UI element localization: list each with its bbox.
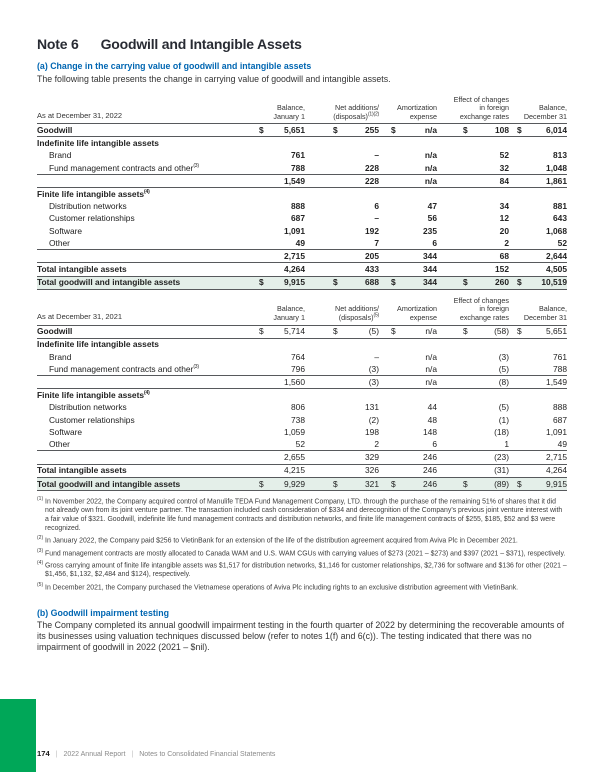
row-label: Customer relationships (49, 213, 135, 224)
footnote-text: In January 2022, the Company paid $256 to VietinBank for an extension of the life of the distribution agreement acquired from Aviva Plc in December 2021. (43, 537, 518, 545)
table-row (37, 225, 567, 237)
column-header-line: in foreign (479, 103, 509, 113)
table-cell (221, 277, 305, 287)
table-cell: 6 (432, 438, 437, 449)
note-heading (37, 36, 567, 52)
column-header-line: Effect of changes (453, 94, 509, 104)
section-label: Finite life intangible assets$^{(4)}$ (37, 189, 150, 200)
table-cell: 48 (427, 414, 437, 425)
table-cell: 228 (365, 175, 379, 186)
row-label: Software (49, 225, 83, 236)
currency-value (463, 326, 509, 336)
currency-value (463, 479, 509, 489)
table-row (37, 124, 567, 137)
section-b (37, 608, 567, 654)
table-cell (379, 125, 437, 135)
table-cell: 1,059 (284, 426, 305, 437)
table-header-row (37, 297, 567, 326)
table-cell: (8) (498, 377, 509, 388)
row-label: Other (49, 237, 70, 248)
amount: 344 (423, 277, 437, 288)
currency-value (517, 326, 567, 336)
footnote-ref: (5) (373, 312, 379, 319)
footnote-item (37, 495, 567, 533)
table-cell: 1,549 (546, 377, 567, 388)
dollar-sign: $ (517, 326, 522, 337)
table-cell: 761 (291, 150, 305, 161)
table-cell: 329 (365, 452, 379, 463)
table-cell: (5) (498, 402, 509, 413)
footnote-marker: (3) (37, 547, 44, 554)
table-cell: 152 (495, 264, 509, 275)
section-a-heading: (a) Change in the carrying value of goodwill and intangible assets (37, 61, 312, 71)
table-cell (305, 479, 379, 489)
currency-value (517, 277, 567, 287)
table-cell: 788 (553, 363, 567, 374)
table-row (37, 464, 567, 477)
table-cell: 1 (504, 438, 509, 449)
table-cell: 2 (504, 237, 509, 248)
table-cell (509, 326, 567, 336)
table-cell: 47 (427, 201, 437, 212)
table-cell: 687 (291, 213, 305, 224)
table-cell: 738 (291, 414, 305, 425)
currency-value (463, 277, 509, 287)
table-row (37, 351, 567, 363)
column-header-line: exchange rates (459, 312, 509, 322)
table-row (37, 213, 567, 225)
currency-value (463, 125, 509, 135)
currency-value (333, 326, 379, 336)
table-cell: – (374, 351, 379, 362)
table-cell: 205 (365, 250, 379, 261)
amount: 9,915 (546, 478, 567, 489)
table-cell: 2,715 (546, 452, 567, 463)
table-row (37, 249, 567, 262)
row-label: Total goodwill and intangible assets (37, 478, 181, 489)
column-header-line: Net additions/ (335, 103, 379, 113)
table-row (37, 477, 567, 491)
amount: 260 (495, 277, 509, 288)
table-cell: 643 (553, 213, 567, 224)
table-cell (437, 479, 509, 489)
table-cell: 44 (427, 402, 437, 413)
column-header-line: Balance, (539, 304, 567, 314)
footnote-ref: (4) (144, 189, 150, 196)
column-header (509, 104, 567, 121)
table-cell (437, 277, 509, 287)
amount: n/a (425, 326, 437, 337)
row-label: Other (49, 438, 70, 449)
table-cell: (3) (368, 377, 379, 388)
table-row (37, 402, 567, 414)
footnote-marker: (5) (37, 581, 44, 588)
goodwill-table-2021 (37, 297, 567, 491)
table-row (37, 200, 567, 212)
column-header-line: in foreign (479, 304, 509, 314)
footnote-item (37, 581, 567, 593)
table-row (37, 150, 567, 162)
section-label: Finite life intangible assets$^{(4)}$ (37, 390, 150, 401)
column-header-line: (disposals)$^{(1)(2)}$ (333, 111, 379, 121)
column-header-line: December 31 (523, 111, 567, 121)
footnote-item (37, 559, 567, 580)
amount: 321 (365, 478, 379, 489)
dollar-sign: $ (463, 125, 468, 136)
footnote-text: Gross carrying amount of finite life intangible assets was $1,517 for distribution networks, $1,146 for customer relationships, $2,736 for software and $136 for other (2021 – $1,456, $1,132, $2,484 and $124), respectively. (43, 562, 567, 579)
column-header (305, 305, 379, 322)
currency-value (391, 277, 437, 287)
table-cell: 796 (291, 363, 305, 374)
table-cell: 687 (553, 414, 567, 425)
footnote-item (37, 534, 567, 546)
table-cell: 68 (499, 250, 509, 261)
amount: 9,929 (284, 478, 305, 489)
dollar-sign: $ (333, 326, 338, 337)
table-cell: 1,048 (546, 162, 567, 173)
table-cell: 228 (365, 162, 379, 173)
table-row (37, 389, 567, 401)
table-cell: (5) (498, 363, 509, 374)
section-a-intro: The following table presents the change in carrying value of goodwill and intangible assets. (37, 73, 391, 84)
table-cell: 2,644 (546, 250, 567, 261)
table-cell: 788 (291, 162, 305, 173)
dollar-sign: $ (463, 277, 468, 288)
row-label: Goodwill (37, 326, 73, 337)
currency-value (333, 277, 379, 287)
footnote-marker: (2) (37, 534, 44, 541)
table-cell: 6 (432, 237, 437, 248)
table-cell: 148 (423, 426, 437, 437)
table-row (37, 188, 567, 200)
column-header-line: exchange rates (459, 111, 509, 121)
table-cell: 7 (374, 237, 379, 248)
table-cell (437, 125, 509, 135)
row-label: Brand (49, 150, 72, 161)
table-cell: n/a (424, 175, 437, 186)
table-cell: 20 (499, 225, 509, 236)
table-cell (379, 277, 437, 287)
amount: 6,014 (546, 125, 567, 136)
row-label: Customer relationships (49, 414, 135, 425)
column-header-line: January 1 (273, 312, 305, 322)
table-cell: 1,560 (284, 377, 305, 388)
table-cell: 1,091 (284, 225, 305, 236)
table-cell: 198 (365, 426, 379, 437)
table-cell: 12 (499, 213, 509, 224)
dollar-sign: $ (463, 326, 468, 337)
brand-green-sidebar (0, 699, 36, 772)
table-cell: n/a (425, 351, 437, 362)
column-header-line: expense (409, 111, 437, 121)
dollar-sign: $ (333, 277, 338, 288)
table-cell (379, 479, 437, 489)
table-cell (305, 326, 379, 336)
table-cell (509, 125, 567, 135)
amount: 246 (423, 478, 437, 489)
section-label: Indefinite life intangible assets (37, 339, 159, 350)
table-cell: (18) (494, 426, 509, 437)
dollar-sign: $ (391, 125, 396, 136)
column-header (379, 305, 437, 322)
dollar-sign: $ (517, 125, 522, 136)
footnote-ref: (3) (193, 162, 199, 169)
table-cell: 888 (291, 201, 305, 212)
row-label: Software (49, 426, 83, 437)
goodwill-table-2022 (37, 96, 567, 290)
amount: 5,651 (546, 326, 567, 337)
table-cell: 32 (499, 162, 509, 173)
table-cell: 813 (553, 150, 567, 161)
currency-value (259, 326, 305, 336)
column-header-line: Effect of changes (453, 295, 509, 305)
table-cell: (31) (494, 465, 509, 476)
table-cell: (3) (498, 351, 509, 362)
table-cell: (2) (368, 414, 379, 425)
row-label: Total intangible assets (37, 264, 127, 275)
footer-separator: | (55, 751, 58, 758)
column-header (379, 104, 437, 121)
table-cell: 344 (423, 264, 437, 275)
footnotes-list (37, 495, 567, 593)
amount: (89) (494, 478, 509, 489)
table-caption: As at December 31, 2022 (37, 111, 123, 121)
table-cell: 34 (499, 201, 509, 212)
column-header-line: Amortization (397, 304, 437, 314)
row-label: Total goodwill and intangible assets (37, 277, 181, 288)
row-label: Fund management contracts and other$^{(3)}$ (49, 162, 199, 173)
dollar-sign: $ (259, 277, 264, 288)
table-row (37, 174, 567, 188)
table-row (37, 262, 567, 275)
footnote-text: In November 2022, the Company acquired control of Manulife TEDA Fund Management Company, LTD. through the purchase of the remaining 51% of shares that it did not already own from its joint venture partner. The transaction included cash consideration of $334 and derecognition of the Company’s previous joint venture interest with a fair value of $321. Goodwill, indefinite life fund management contracts and distribution networks, and finite life management contracts of $255, $185, $52 and $3 were recognized. (43, 498, 563, 532)
currency-value (391, 479, 437, 489)
note-number: Note 6 (37, 36, 79, 52)
column-header (437, 96, 509, 122)
currency-value (391, 326, 437, 336)
dollar-sign: $ (391, 277, 396, 288)
section-b-body: The Company completed its annual goodwill impairment testing in the fourth quarter of 2022 by determining the recoverable amounts of its businesses using valuation techniques discussed below (refer to notes 1(f) and 6(c)). The testing indicated that there was no impairment of goodwill in 2022 (2021 – $nil). (37, 620, 565, 653)
table-cell: 2,715 (284, 250, 305, 261)
column-header-line: Balance, (539, 103, 567, 113)
page-number: 174 (37, 749, 50, 758)
footer-separator: | (131, 751, 134, 758)
amount: 688 (365, 277, 379, 288)
table-row (37, 326, 567, 339)
table-cell: 4,215 (284, 465, 305, 476)
column-header-line: Net additions/ (335, 304, 379, 314)
table-cell: n/a (424, 150, 437, 161)
currency-value (333, 479, 379, 489)
section-b-heading: (b) Goodwill impairment testing (37, 607, 169, 618)
table-cell (221, 125, 305, 135)
table-row (37, 438, 567, 450)
amount: 5,651 (284, 125, 305, 136)
table-cell: n/a (424, 162, 437, 173)
row-label: Total intangible assets (37, 465, 127, 476)
table-cell: n/a (425, 363, 437, 374)
dollar-sign: $ (259, 326, 264, 337)
currency-value (517, 125, 567, 135)
dollar-sign: $ (463, 478, 468, 489)
row-label: Distribution networks (49, 201, 127, 212)
table-cell: 1,068 (546, 225, 567, 236)
table-row (37, 375, 567, 389)
footer-section-title: Notes to Consolidated Financial Statements (139, 751, 276, 758)
currency-value (391, 125, 437, 135)
table-cell: 881 (553, 201, 567, 212)
dollar-sign: $ (259, 478, 264, 489)
table-cell: 326 (365, 465, 379, 476)
table-cell: 344 (423, 250, 437, 261)
table-cell: 4,505 (546, 264, 567, 275)
amount: 9,915 (284, 277, 305, 288)
column-header-line: January 1 (273, 111, 305, 121)
table-cell: 6 (374, 201, 379, 212)
table-cell: 49 (557, 438, 567, 449)
table-cell: 192 (365, 225, 379, 236)
table-cell: (3) (368, 363, 379, 374)
row-label: Goodwill (37, 125, 73, 136)
table-cell: 49 (295, 237, 305, 248)
footer-report-title: 2022 Annual Report (63, 751, 126, 758)
table-cell (437, 326, 509, 336)
table-cell: 246 (423, 452, 437, 463)
table-cell (305, 277, 379, 287)
row-label: Distribution networks (49, 402, 127, 413)
page-content (37, 36, 567, 653)
currency-value (259, 277, 305, 287)
table-cell: – (374, 150, 379, 161)
table-cell: 1,861 (546, 175, 567, 186)
dollar-sign: $ (517, 277, 522, 288)
table-header-row (37, 96, 567, 125)
footnote-ref: (3) (193, 364, 199, 371)
table-cell: 1,549 (284, 175, 305, 186)
currency-value (259, 479, 305, 489)
column-header-line: Balance, (277, 103, 305, 113)
section-label: Indefinite life intangible assets (37, 138, 159, 149)
table-cell: n/a (425, 377, 437, 388)
table-cell: (23) (494, 452, 509, 463)
table-row (37, 137, 567, 149)
table-cell: 4,264 (284, 264, 305, 275)
table-cell: 2 (374, 438, 379, 449)
dollar-sign: $ (259, 125, 264, 136)
column-header-line: (disposals)$^{(5)}$ (338, 312, 379, 322)
table-cell: 52 (499, 150, 509, 161)
table-cell (221, 326, 305, 336)
footnote-ref: (1)(2) (367, 111, 379, 118)
column-header (221, 305, 305, 322)
column-header-line: Amortization (397, 103, 437, 113)
amount: 255 (365, 125, 379, 136)
table-row (37, 276, 567, 290)
table-cell: 246 (423, 465, 437, 476)
column-header (221, 104, 305, 121)
column-header (437, 297, 509, 323)
currency-value (517, 479, 567, 489)
amount: 5,714 (284, 326, 305, 337)
column-header-line: Balance, (277, 304, 305, 314)
footnote-ref: (4) (144, 390, 150, 397)
table-cell (379, 326, 437, 336)
table-row (37, 426, 567, 438)
table-cell (509, 277, 567, 287)
footnote-marker: (4) (37, 560, 44, 567)
table-row (37, 237, 567, 249)
amount: (58) (494, 326, 509, 337)
table-cell: 235 (423, 225, 437, 236)
dollar-sign: $ (391, 478, 396, 489)
table-cell: 433 (365, 264, 379, 275)
footnote-marker: (1) (37, 495, 44, 502)
table-cell (509, 479, 567, 489)
column-header (305, 104, 379, 121)
row-label: Brand (49, 351, 72, 362)
amount: n/a (424, 125, 437, 136)
table-row (37, 339, 567, 351)
note-title-text: Goodwill and Intangible Assets (100, 36, 302, 52)
table-cell: 1,091 (546, 426, 567, 437)
dollar-sign: $ (391, 326, 396, 337)
table-cell: – (374, 213, 379, 224)
table-cell: 806 (291, 402, 305, 413)
column-header-line: December 31 (523, 312, 567, 322)
dollar-sign: $ (517, 478, 522, 489)
table-row (37, 414, 567, 426)
amount: 108 (495, 125, 509, 136)
table-cell: 131 (365, 402, 379, 413)
table-cell: (1) (498, 414, 509, 425)
table-cell: 4,264 (546, 465, 567, 476)
column-header-line: expense (409, 312, 437, 322)
table-cell (305, 125, 379, 135)
table-row (37, 450, 567, 463)
table-cell: 764 (291, 351, 305, 362)
table-cell: 761 (553, 351, 567, 362)
table-cell: 2,655 (284, 452, 305, 463)
table-caption: As at December 31, 2021 (37, 312, 123, 322)
table-cell: 888 (553, 402, 567, 413)
table-cell: 52 (557, 237, 567, 248)
table-cell: 52 (295, 438, 305, 449)
row-label: Fund management contracts and other$^{(3)}$ (49, 363, 199, 374)
amount: (5) (368, 326, 379, 337)
currency-value (259, 125, 305, 135)
column-header (509, 305, 567, 322)
footnote-item (37, 547, 567, 559)
table-cell (221, 479, 305, 489)
dollar-sign: $ (333, 125, 338, 136)
footnote-text: Fund management contracts are mostly allocated to Canada WAM and U.S. WAM CGUs with carrying values of $273 (2021 – $273) and $397 (2021 – $371), respectively. (43, 549, 566, 557)
table-row (37, 162, 567, 174)
currency-value (333, 125, 379, 135)
page-footer (37, 749, 275, 758)
dollar-sign: $ (333, 478, 338, 489)
footnote-text: In December 2021, the Company purchased the Vietnamese operations of Aviva Plc including rights to an exclusive distribution agreement with VietinBank. (43, 583, 519, 591)
table-cell: 84 (499, 175, 509, 186)
table-row (37, 363, 567, 375)
table-cell: 56 (427, 213, 437, 224)
amount: 10,519 (541, 277, 567, 288)
